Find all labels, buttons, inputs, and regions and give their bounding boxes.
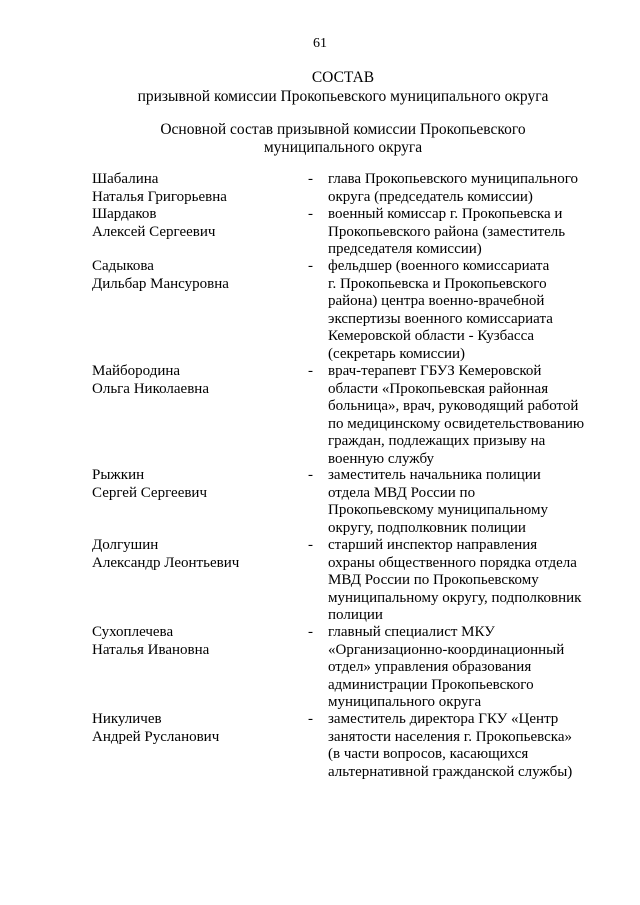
member-given-names: Наталья Ивановна — [92, 641, 210, 658]
role-line: по медицинскому освидетельствованию — [328, 415, 585, 432]
role-line: военный комиссар г. Прокопьевска и — [328, 206, 563, 222]
member-surname: Шабалина — [92, 171, 159, 187]
role-line: экспертизы военного комиссариата — [328, 310, 553, 327]
role-line: МВД России по Прокопьевскому — [328, 572, 539, 589]
section-heading — [0, 121, 640, 157]
role-line: альтернативной гражданской службы) — [328, 763, 573, 780]
member-dash: - — [308, 363, 313, 379]
role-line: военную службу — [328, 450, 435, 467]
role-line: отдел» управления образования — [328, 659, 532, 676]
member-dash: - — [308, 711, 313, 727]
member-name — [92, 711, 292, 746]
role-line: округа (председатель комиссии) — [328, 188, 533, 205]
role-line: администрации Прокопьевского — [328, 676, 534, 693]
member-dash: - — [308, 467, 313, 483]
member-given-names: Андрей Русланович — [92, 728, 220, 745]
member-name — [92, 624, 292, 659]
member-dash: - — [308, 537, 313, 553]
member-name — [92, 537, 292, 572]
role-line: полиции — [328, 607, 383, 624]
section-heading-line: Основной состав призывной комиссии Прокопьевского — [160, 121, 526, 138]
member-dash: - — [308, 206, 313, 222]
role-line: граждан, подлежащих призыву на — [328, 433, 546, 450]
role-line: округу, подполковник полиции — [328, 519, 526, 536]
role-line: области «Прокопьевская районная — [328, 380, 549, 397]
member-given-names: Александр Леонтьевич — [92, 554, 240, 571]
member-surname: Сухоплечева — [92, 624, 174, 640]
member-name — [92, 171, 292, 206]
member-dash: - — [308, 171, 313, 187]
member-role — [328, 258, 628, 364]
role-line: Прокопьевского района (заместитель — [328, 223, 566, 240]
member-role — [328, 467, 628, 537]
role-line: больница», врач, руководящий работой — [328, 398, 579, 415]
member-given-names: Дильбар Мансуровна — [92, 275, 229, 292]
member-role — [328, 363, 628, 469]
role-line: Кемеровской области - Кузбасса — [328, 328, 535, 345]
member-role — [328, 537, 628, 625]
member-surname: Майбородина — [92, 363, 181, 379]
role-line: главный специалист МКУ — [328, 624, 495, 640]
member-given-names: Сергей Сергеевич — [92, 484, 208, 501]
role-line: врач-терапевт ГБУЗ Кемеровской — [328, 363, 542, 379]
member-given-names: Алексей Сергеевич — [92, 223, 216, 240]
role-line: председателя комиссии) — [328, 241, 482, 258]
member-surname: Рыжкин — [92, 467, 145, 483]
member-name — [92, 363, 292, 398]
document-title: СОСТАВ — [311, 69, 375, 86]
role-line: (в части вопросов, касающихся — [328, 746, 529, 763]
role-line: занятости населения г. Прокопьевска» — [328, 728, 572, 745]
member-name — [92, 206, 292, 241]
role-line: г. Прокопьевска и Прокопьевского — [328, 275, 547, 292]
member-given-names: Наталья Григорьевна — [92, 188, 227, 205]
section-heading-line: муниципального округа — [263, 139, 423, 156]
role-line: (секретарь комиссии) — [328, 345, 466, 362]
member-surname: Садыкова — [92, 258, 154, 274]
member-given-names: Ольга Николаевна — [92, 380, 209, 397]
member-dash: - — [308, 258, 313, 274]
member-name — [92, 258, 292, 293]
role-line: отдела МВД России по — [328, 484, 476, 501]
page-number: 61 — [313, 36, 327, 51]
role-line: фельдшер (военного комиссариата — [328, 258, 550, 274]
document-subtitle: призывной комиссии Прокопьевского муниципального округа — [137, 88, 549, 105]
role-line: «Организационно-координационный — [328, 641, 565, 658]
role-line: старший инспектор направления — [328, 537, 538, 553]
member-role — [328, 711, 628, 781]
role-line: муниципального округа — [328, 694, 482, 711]
member-surname: Шардаков — [92, 206, 157, 222]
member-dash: - — [308, 624, 313, 640]
member-role — [328, 206, 628, 259]
role-line: охраны общественного порядка отдела — [328, 554, 577, 571]
role-line: района) центра военно-врачебной — [328, 293, 545, 310]
role-line: Прокопьевскому муниципальному — [328, 502, 548, 519]
member-role — [328, 624, 628, 712]
role-line: муниципальному округу, подполковник — [328, 589, 582, 606]
member-name — [92, 467, 292, 502]
member-surname: Долгушин — [92, 537, 159, 553]
role-line: заместитель директора ГКУ «Центр — [328, 711, 559, 727]
role-line: глава Прокопьевского муниципального — [328, 171, 578, 187]
role-line: заместитель начальника полиции — [328, 467, 541, 483]
member-role — [328, 171, 628, 206]
member-surname: Никуличев — [92, 711, 162, 727]
